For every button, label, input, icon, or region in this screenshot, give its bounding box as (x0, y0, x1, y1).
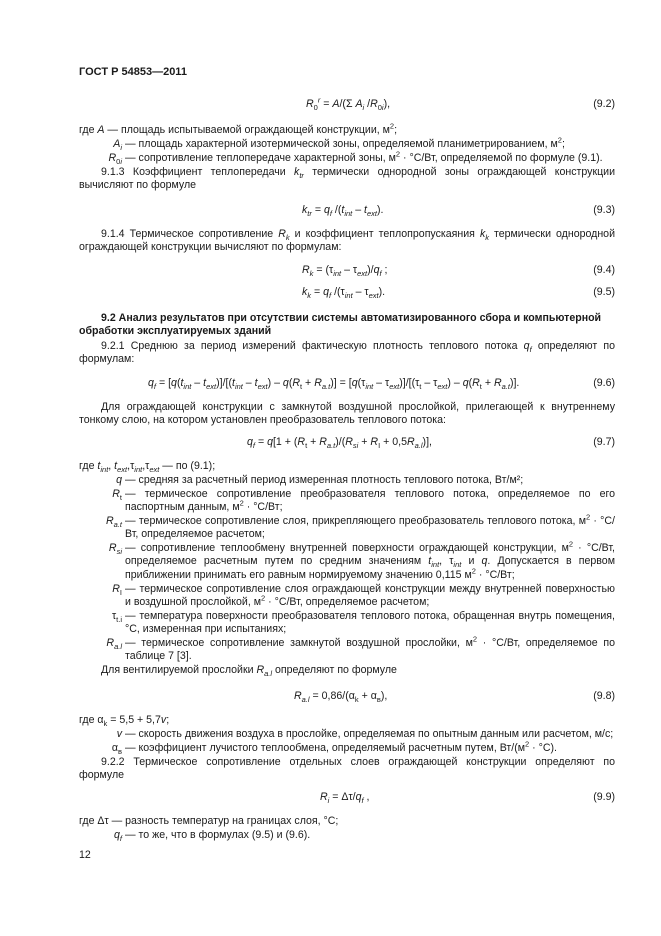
equation-number: (9.9) (593, 791, 615, 803)
section-heading-9-2: 9.2 Анализ результатов при отсутствии системы автоматизированного сбора и компьютерной обработки эксплуатируемых зданий (79, 312, 602, 338)
equation-9-3: $k_{tr} = q_f$ $/(t_{int} - t_{ext})$. (302, 204, 384, 219)
definition-ae: $\alpha_в$ — коэффициент лучистого теплообмена, определяемый расчетным путем, $Вт/(м^2 \cdot ^\circ С)$. (111, 739, 557, 757)
equation-9-2: $R_0^r = A/(\Sigma$ $A_i$ $/R_{0i}$), (306, 95, 391, 113)
paragraph-ventilated: Для вентилируемой прослойки $R_{a.l}$ определяют по формуле (101, 664, 397, 679)
definition-ai: $A_i$ — площадь характерной изотермической зоны, определяемой планиметрированием, $м^2$; (113, 135, 565, 153)
where-dt: где Δτ — разность температур на границах слоя, °С; (79, 815, 339, 827)
definition-r0i: $R_{0i}$ — сопротивление теплопередаче характерной зоны, $м^2 \cdot ^\circ С/Вт$, определяемой по формуле (9.1). (108, 149, 603, 167)
equation-number: (9.6) (593, 377, 615, 389)
definition-v: v — скорость движения воздуха в прослойке, определяемая по опытным данным или расчетом, м/с; (116, 728, 614, 740)
equation-9-7: $q_f = q[1 + (R_t + R_{a.t})/(R_{si} + R_I + 0,5R_{a.l})]$, (247, 436, 432, 451)
definition-rsi: $R_{si}$ — сопротивление теплообмену внутренней поверхности ограждающей конструкции, $м^2 \cdot ^\circ С/Вт$, определяемое расчетным путем по средним значениям $t_{int}$, $\tau_{int}$ и q. Допускается в первом приближении принимать его равным нормируемому значению 0,115 $м^2 \cdot ^\circ С/Вт$; (108, 539, 615, 581)
equation-9-5: $k_k = q_f$ $/(\tau_{int} - \tau_{ext})$. (302, 286, 386, 301)
equation-number: (9.8) (593, 690, 615, 702)
where-ak: где $\alpha_k = 5,5 + 5,7v$; (79, 714, 170, 729)
definition-ral: $R_{a.l}$ — термическое сопротивление замкнутой воздушной прослойки, $м^2 \cdot ^\circ С/Вт$, определяемое по таблице 7 [3]. (106, 634, 615, 663)
equation-9-4: $R_k = (\tau_{int} - \tau_{ext})/q_f$ ; (302, 264, 388, 279)
paragraph-9-1-3: 9.1.3 Коэффициент теплопередачи $k_{tr}$ термически однородной зоны ограждающей конструкции вычисляют по формуле (79, 166, 615, 192)
definition-tau-ti: $\tau_{t.i}$ — температура поверхности преобразователя теплового потока, обращенная внутрь помещения, °С, измеренная при испытаниях; (111, 610, 615, 636)
document-header: ГОСТ Р 54853—2011 (79, 66, 187, 78)
definition-rat: $R_{a.t}$ — термическое сопротивление слоя, прикрепляющего преобразователь теплового потока, $м^2 \cdot ^\circ С/Вт$, определяемое расчетом; (106, 512, 616, 541)
definition-q: q — средняя за расчетный период измеренная плотность теплового потока, Вт/м²; (116, 474, 524, 486)
where-a: где A — площадь испытываемой ограждающей конструкции, $м^2$; (79, 121, 398, 136)
equation-number: (9.3) (593, 204, 615, 216)
equation-9-6: $q_f = [q(t_{int} - t_{ext})]/[(t_{int} - t_{ext}) - q(R_t + R_{a.t})] = [q(\tau_{int} - \tau_{ext})]/[(\tau_t - \tau_{ext}) - q(R_t + R_{a.t})]$. (148, 377, 520, 392)
paragraph-9-2-2: 9.2.2 Термическое сопротивление отдельных слоев ограждающей конструкции определяют по формуле (79, 756, 615, 782)
paragraph-9-2-1: 9.2.1 Среднюю за период измерений фактическую плотность теплового потока $q_f$ определяют по формулам: (79, 340, 615, 366)
equation-number: (9.2) (593, 98, 615, 110)
equation-9-8: $R_{a.l} = 0,86/(\alpha_k + \alpha_в)$, (294, 690, 388, 705)
definition-qf: $q_f$ — то же, что в формулах (9.5) и (9.6). (114, 829, 311, 844)
equation-number: (9.4) (593, 264, 615, 276)
paragraph-air-layer: Для ограждающей конструкции с замкнутой воздушной прослойкой, прилегающей к внутреннему тонкому слою, на котором установлен преобразователь теплового потока: (79, 401, 615, 427)
definition-rt: $R_t$ — термическое сопротивление преобразователя теплового потока, определяемое по его паспортным данным, $м^2 \cdot ^\circ С/Вт$; (112, 488, 615, 514)
where-t: где $t_{int}$, $t_{ext},\tau_{int},\tau_{ext}$ — по (9.1); (79, 460, 216, 475)
equation-number: (9.5) (593, 286, 615, 298)
definition-ri: $R_I$ — термическое сопротивление слоя ограждающей конструкции между внутренней поверхностью и воздушной прослойкой, $м^2 \cdot ^\circ С/Вт$, определяемое расчетом; (112, 583, 615, 609)
paragraph-9-1-4: 9.1.4 Термическое сопротивление $R_k$ и коэффициент теплопропускаяния $k_k$ термически однородной ограждающей конструкции вычисляют по формулам: (79, 228, 615, 254)
equation-number: (9.7) (593, 436, 615, 448)
equation-9-9: $R_i = \Delta\tau/q_f$ , (320, 791, 370, 806)
page-number: 12 (79, 849, 91, 861)
